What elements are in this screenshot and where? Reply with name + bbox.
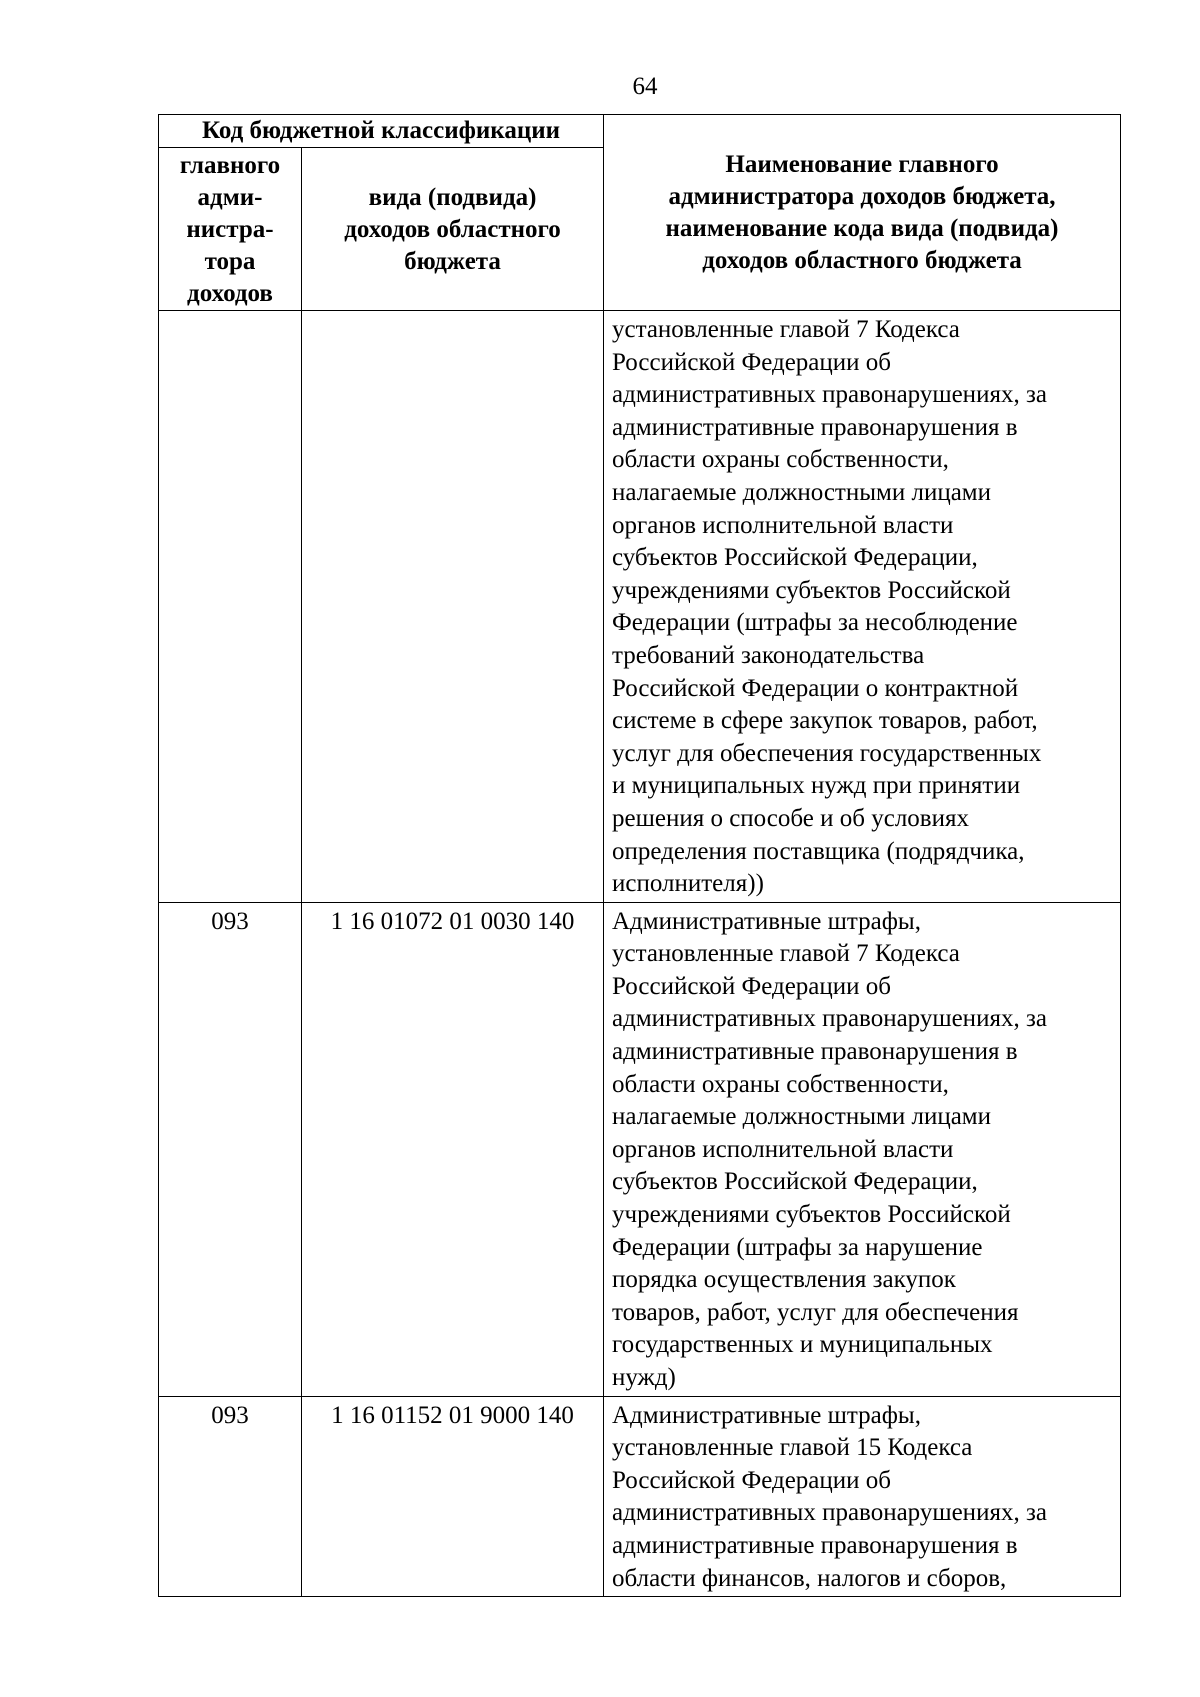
table-row xyxy=(159,311,1121,903)
description-line: субъектов Российской Федерации, xyxy=(612,544,978,572)
header-kbk-line: доходов областного xyxy=(344,216,561,243)
description-line: Федерации (штрафы за несоблюдение xyxy=(612,609,1018,637)
description-cell xyxy=(604,1396,1121,1597)
description-line: Административные штрафы, xyxy=(612,907,921,935)
table-row xyxy=(159,1396,1121,1597)
description-line: области финансов, налогов и сборов, xyxy=(612,1564,1007,1592)
description-cell xyxy=(604,902,1121,1396)
description-line: решения о способе и об условиях xyxy=(612,804,969,832)
kbk-code-cell: 1 16 01152 01 9000 140 xyxy=(302,1396,604,1597)
description-line: налагаемые должностными лицами xyxy=(612,478,991,506)
description-line: Российской Федерации об xyxy=(612,1466,891,1494)
description-line: установленные главой 15 Кодекса xyxy=(612,1434,973,1462)
description-line: государственных и муниципальных xyxy=(612,1331,993,1359)
description-line: административные правонарушения в xyxy=(612,1531,1018,1559)
header-admin-line: нистра- xyxy=(186,216,274,243)
header-kbk-column xyxy=(302,148,604,311)
description-line: определения поставщика (подрядчика, xyxy=(612,837,1025,865)
description-line: установленные главой 7 Кодекса xyxy=(612,316,960,343)
description-line: административных правонарушениях, за xyxy=(612,1005,1047,1033)
description-line: нужд) xyxy=(612,1364,676,1391)
description-line: органов исполнительной власти xyxy=(612,1135,954,1163)
description-line: товаров, работ, услуг для обеспечения xyxy=(612,1298,1019,1326)
kbk-code-cell: 1 16 01072 01 0030 140 xyxy=(302,902,604,1396)
description-line: системе в сфере закупок товаров, работ, xyxy=(612,707,1038,735)
header-name-column xyxy=(604,115,1121,311)
description-line: услуг для обеспечения государственных xyxy=(612,739,1042,767)
admin-code-cell: 093 xyxy=(159,902,302,1396)
kbk-code-cell xyxy=(302,311,604,903)
description-line: субъектов Российской Федерации, xyxy=(612,1168,978,1196)
table-row xyxy=(159,902,1121,1396)
header-budget-code-group: Код бюджетной классификации xyxy=(159,115,604,148)
header-kbk-line: вида (подвида) xyxy=(368,184,537,211)
description-line: порядка осуществления закупок xyxy=(612,1266,956,1294)
description-line: установленные главой 7 Кодекса xyxy=(612,940,960,968)
description-line: Федерации (штрафы за нарушение xyxy=(612,1233,983,1261)
header-admin-line: главного xyxy=(179,152,281,179)
description-line: требований законодательства xyxy=(612,641,925,669)
header-name-line: администратора доходов бюджета, xyxy=(668,182,1056,210)
description-line: административных правонарушениях, за xyxy=(612,381,1047,409)
description-line: учреждениями субъектов Российской xyxy=(612,1201,1011,1229)
description-line: области охраны собственности, xyxy=(612,1070,949,1098)
description-line: учреждениями субъектов Российской xyxy=(612,576,1011,604)
header-admin-line: адми- xyxy=(197,184,263,211)
description-line: Административные штрафы, xyxy=(612,1401,921,1429)
page-number: 64 xyxy=(632,73,658,100)
description-line: исполнителя)) xyxy=(612,870,764,898)
table-header-row xyxy=(159,115,1121,148)
header-admin-column xyxy=(159,148,302,311)
description-line: административные правонарушения в xyxy=(612,1038,1018,1066)
header-admin-line: доходов xyxy=(187,280,273,307)
admin-code-cell xyxy=(159,311,302,903)
header-name-line: доходов областного бюджета xyxy=(702,246,1022,274)
header-admin-line: тора xyxy=(204,248,256,275)
description-cell xyxy=(604,311,1121,903)
header-kbk-line: бюджета xyxy=(404,248,501,275)
header-name-line: Наименование главного xyxy=(725,150,999,178)
description-line: Российской Федерации об xyxy=(612,348,891,376)
description-line: налагаемые должностными лицами xyxy=(612,1103,991,1131)
header-name-line: наименование кода вида (подвида) xyxy=(665,214,1059,242)
description-line: области охраны собственности, xyxy=(612,446,949,474)
admin-code-cell: 093 xyxy=(159,1396,302,1597)
description-line: и муниципальных нужд при принятии xyxy=(612,772,1021,800)
description-line: Российской Федерации об xyxy=(612,972,891,1000)
description-line: административные правонарушения в xyxy=(612,413,1018,441)
description-line: Российской Федерации о контрактной xyxy=(612,674,1019,702)
budget-classification-table xyxy=(158,114,1121,1597)
description-line: органов исполнительной власти xyxy=(612,511,954,539)
description-line: административных правонарушениях, за xyxy=(612,1499,1047,1527)
